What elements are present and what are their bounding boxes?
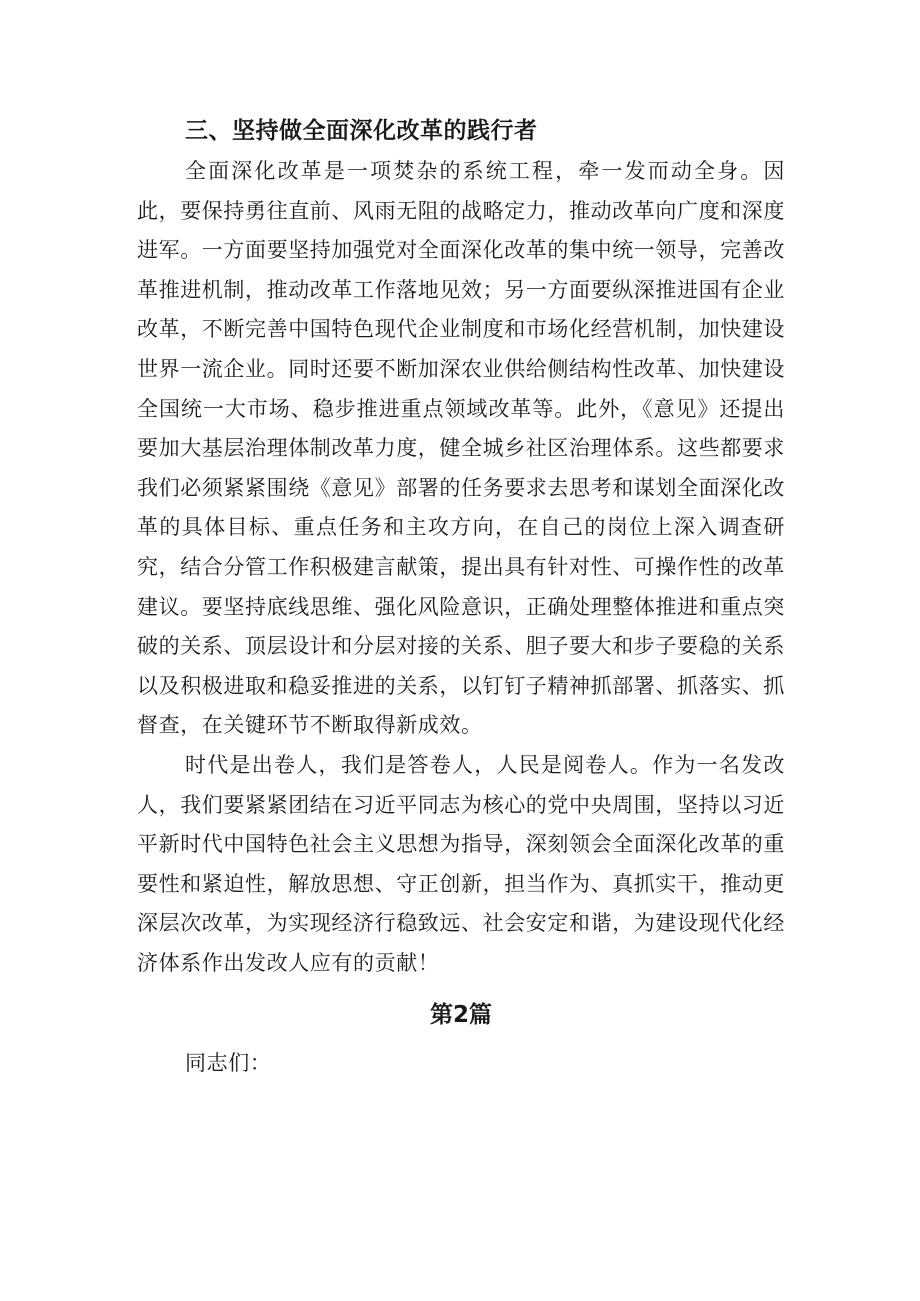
part-title: 第2篇 bbox=[429, 1002, 492, 1029]
body-paragraph: 时代是出卷人，我们是答卷人，人民是阅卷人。作为一名发改人，我们要紧紧团结在习近平同志为核心的党中央周围，坚持以习近平新时代中国特色社会主义思想为指导，深刻领会全面深化改革的重要性和紧迫性，解放思想、守正创新，担当作为、真抓实干，推动更深层次改革，为实现经济行稳致远、社会安定和谐，为建设现代化经济体系作出发改人应有的贡献！ bbox=[137, 752, 785, 975]
greeting-line: 同志们： bbox=[185, 1051, 272, 1076]
section-heading: 三、坚持做全面深化改革的践行者 bbox=[185, 118, 538, 144]
body-paragraph: 全面深化改革是一项焚杂的系统工程，牵一发而动全身。因此，要保持勇往直前、风雨无阻的战略定力，推动改革向广度和深度进军。一方面要坚持加强党对全面深化改革的集中统一领导，完善改革推进机制，推动改革工作落地见效；另一方面要纵深推进国有企业改革，不断完善中国特色现代企业制度和市场化经营机制，加快建设世界一流企业。同时还要不断加深农业供给侧结构性改革、加快建设全国统一大市场、稳步推进重点领域改革等。此外，《意见》还提出要加大基层治理体制改革力度，健全城乡社区治理体系。这些都要求我们必须紧紧围绕《意见》部署的任务要求去思考和谋划全面深化改革的具体目标、重点任务和主攻方向，在自己的岗位上深入调查研究，结合分管工作积极建言献策，提出具有针对性、可操作性的改革建议。要坚持底线思维、强化风险意识，正确处理整体推进和重点突破的关系、顶层设计和分层对接的关系、胆子要大和步子要稳的关系以及积极进取和稳妥推进的关系，以钉钉子精神抓部署、抓落实、抓督查，在关键环节不断取得新成效。 bbox=[137, 159, 785, 738]
document-body bbox=[137, 110, 785, 1083]
